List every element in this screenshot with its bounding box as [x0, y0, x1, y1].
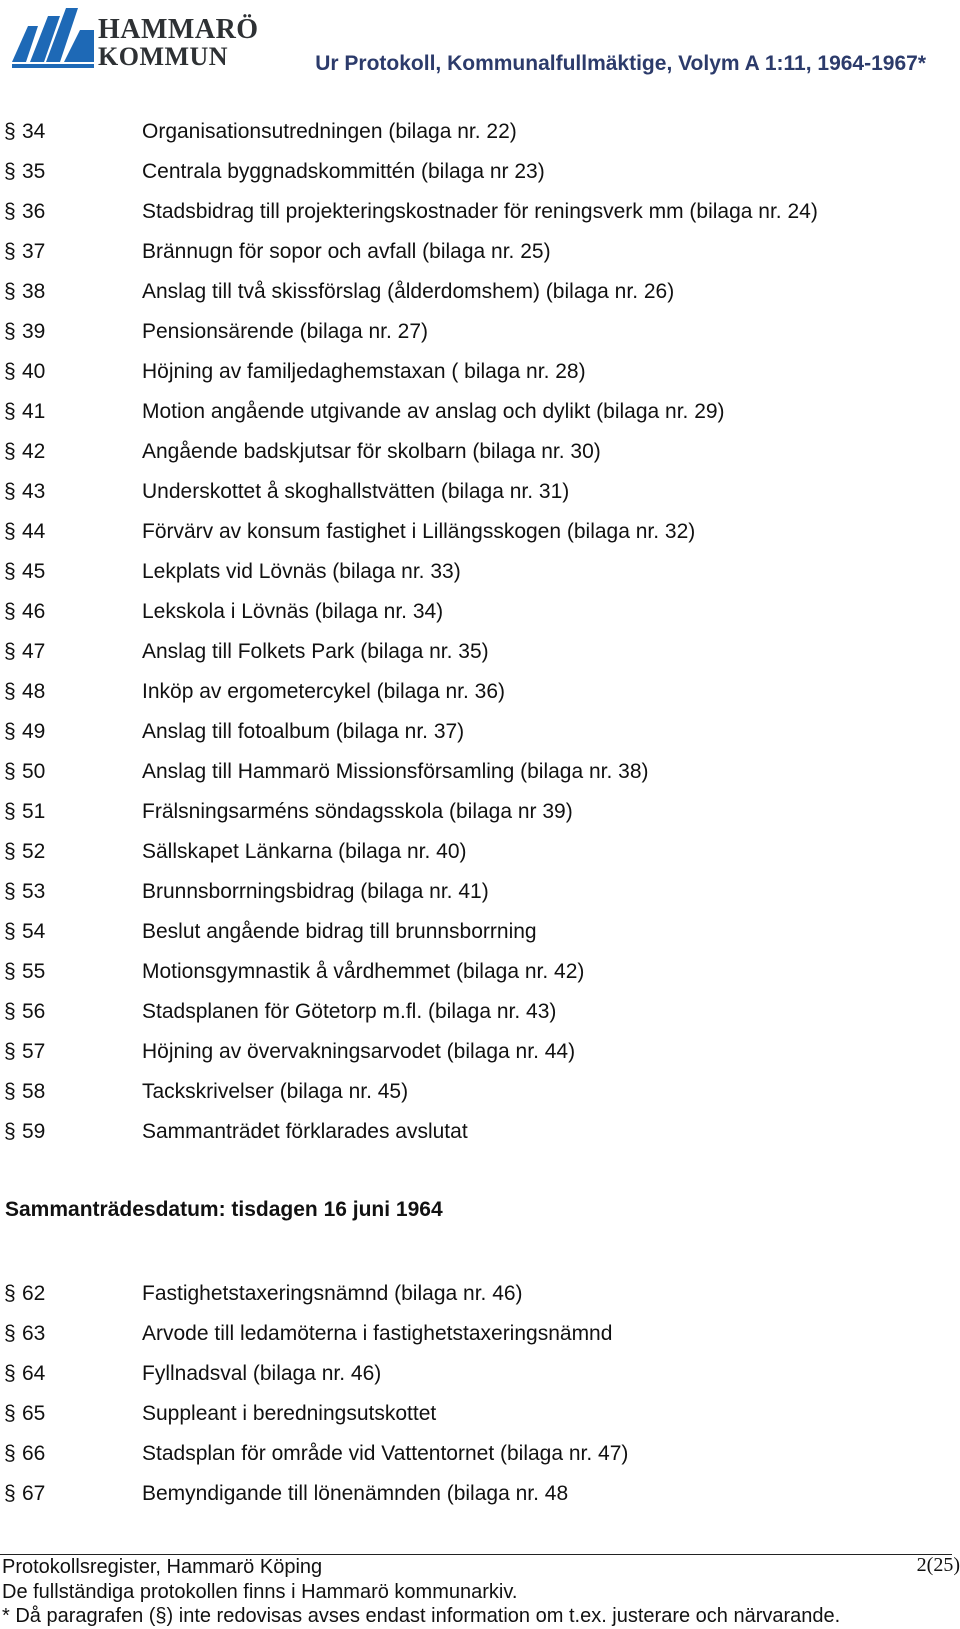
section-sign: § [4, 880, 16, 903]
paragraph-number [4, 592, 124, 632]
paragraph-number [4, 1354, 124, 1394]
section-sign: § [4, 600, 16, 623]
footer-register-title: Protokollsregister, Hammarö Köping [2, 1556, 323, 1578]
section-sign: § [4, 640, 16, 663]
agenda-item [0, 832, 960, 872]
paragraph-number [4, 752, 124, 792]
agenda-item [0, 112, 960, 152]
section-sign: § [4, 1482, 16, 1505]
paragraph-number [4, 392, 124, 432]
paragraph-number-value: 40 [22, 360, 46, 383]
agenda-item-text: Höjning av familjedaghemstaxan ( bilaga nr. 28) [142, 360, 586, 383]
agenda-item [0, 432, 960, 472]
section-sign: § [4, 800, 16, 823]
paragraph-number [4, 1032, 124, 1072]
hammaro-logo-mark-icon [8, 4, 96, 70]
paragraph-number-value: 46 [22, 600, 46, 623]
paragraph-number [4, 1394, 124, 1434]
paragraph-number [4, 552, 124, 592]
agenda-item [0, 1314, 960, 1354]
agenda-item-text: Frälsningsarméns söndagsskola (bilaga nr 39) [142, 800, 573, 823]
section-sign: § [4, 1080, 16, 1103]
agenda-item-text: Suppleant i beredningsutskottet [142, 1402, 437, 1425]
section-sign: § [4, 480, 16, 503]
agenda-item-text: Fyllnadsval (bilaga nr. 46) [142, 1362, 382, 1385]
agenda-item [0, 552, 960, 592]
agenda-item [0, 872, 960, 912]
agenda-list [0, 112, 960, 1152]
paragraph-number-value: 56 [22, 1000, 46, 1023]
section-sign: § [4, 400, 16, 423]
paragraph-number-value: 51 [22, 800, 46, 823]
paragraph-number [4, 1434, 124, 1474]
agenda-item-text: Stadsplanen för Götetorp m.fl. (bilaga nr. 43) [142, 1000, 557, 1023]
paragraph-number-value: 50 [22, 760, 46, 783]
agenda-item-text: Stadsbidrag till projekteringskostnader för reningsverk mm (bilaga nr. 24) [142, 200, 818, 223]
paragraph-number [4, 1072, 124, 1112]
paragraph-number-value: 67 [22, 1482, 46, 1505]
agenda-item [0, 1394, 960, 1434]
paragraph-number-value: 37 [22, 240, 46, 263]
paragraph-number [4, 312, 124, 352]
paragraph-number-value: 41 [22, 400, 46, 423]
paragraph-number-value: 47 [22, 640, 46, 663]
paragraph-number-value: 48 [22, 680, 46, 703]
paragraph-number [4, 192, 124, 232]
agenda-item [0, 1474, 960, 1514]
paragraph-number [4, 112, 124, 152]
paragraph-number [4, 992, 124, 1032]
paragraph-number [4, 712, 124, 752]
agenda-item [0, 712, 960, 752]
document-title: Ur Protokoll, Kommunalfullmäktige, Volym A 1:11, 1964-1967* [315, 52, 926, 75]
agenda-item [0, 232, 960, 272]
paragraph-number-value: 64 [22, 1362, 46, 1385]
paragraph-number-value: 54 [22, 920, 46, 943]
agenda-item [0, 1434, 960, 1474]
agenda-item [0, 1032, 960, 1072]
section-sign: § [4, 1282, 16, 1305]
agenda-item [0, 992, 960, 1032]
page-header [0, 0, 960, 86]
paragraph-number [4, 1314, 124, 1354]
paragraph-number [4, 432, 124, 472]
paragraph-number-value: 57 [22, 1040, 46, 1063]
agenda-item [0, 272, 960, 312]
agenda-item-text: Lekplats vid Lövnäs (bilaga nr. 33) [142, 560, 461, 583]
paragraph-number-value: 49 [22, 720, 46, 743]
section-sign: § [4, 680, 16, 703]
paragraph-number-value: 42 [22, 440, 46, 463]
paragraph-number [4, 672, 124, 712]
paragraph-number [4, 1474, 124, 1514]
section-sign: § [4, 1362, 16, 1385]
meeting-date-heading: Sammanträdesdatum: tisdagen 16 juni 1964 [5, 1198, 443, 1221]
paragraph-number-value: 38 [22, 280, 46, 303]
section-sign: § [4, 200, 16, 223]
agenda-item-text: Tackskrivelser (bilaga nr. 45) [142, 1080, 409, 1103]
section-sign: § [4, 360, 16, 383]
section-sign: § [4, 160, 16, 183]
agenda-item-text: Beslut angående bidrag till brunnsborrning [142, 920, 537, 943]
agenda-item-text: Angående badskjutsar för skolbarn (bilaga nr. 30) [142, 440, 601, 463]
agenda-item [0, 592, 960, 632]
paragraph-number-value: 44 [22, 520, 46, 543]
agenda-item-text: Bemyndigande till lönenämnden (bilaga nr. 48 [142, 1482, 569, 1505]
section-sign: § [4, 1402, 16, 1425]
paragraph-number-value: 53 [22, 880, 46, 903]
paragraph-number [4, 952, 124, 992]
agenda-item-text: Organisationsutredningen (bilaga nr. 22) [142, 120, 517, 143]
paragraph-number-value: 36 [22, 200, 46, 223]
agenda-item-text: Brännugn för sopor och avfall (bilaga nr. 25) [142, 240, 551, 263]
agenda-item-text: Förvärv av konsum fastighet i Lillängsskogen (bilaga nr. 32) [142, 520, 696, 543]
paragraph-number [4, 152, 124, 192]
agenda-item-text: Fastighetstaxeringsnämnd (bilaga nr. 46) [142, 1282, 523, 1305]
paragraph-number-value: 65 [22, 1402, 46, 1425]
agenda-item-text: Sammanträdet förklarades avslutat [142, 1120, 468, 1143]
paragraph-number [4, 912, 124, 952]
agenda-item-text: Stadsplan för område vid Vattentornet (bilaga nr. 47) [142, 1442, 629, 1465]
paragraph-number [4, 872, 124, 912]
footer-divider [0, 1554, 952, 1555]
agenda-item-text: Motion angående utgivande av anslag och dylikt (bilaga nr. 29) [142, 400, 725, 423]
paragraph-number [4, 512, 124, 552]
section-sign: § [4, 720, 16, 743]
paragraph-number [4, 832, 124, 872]
agenda-item [0, 672, 960, 712]
section-sign: § [4, 120, 16, 143]
agenda-item-text: Inköp av ergometercykel (bilaga nr. 36) [142, 680, 506, 703]
paragraph-number-value: 34 [22, 120, 46, 143]
footer-archive-note: De fullständiga protokollen finns i Hammarö kommunarkiv. [2, 1581, 518, 1603]
paragraph-number [4, 1274, 124, 1314]
section-sign: § [4, 960, 16, 983]
paragraph-number-value: 52 [22, 840, 46, 863]
agenda-item [0, 752, 960, 792]
agenda-item [0, 952, 960, 992]
agenda-item [0, 392, 960, 432]
agenda-item [0, 312, 960, 352]
paragraph-number [4, 352, 124, 392]
section-sign: § [4, 1120, 16, 1143]
section-sign: § [4, 1000, 16, 1023]
paragraph-number-value: 39 [22, 320, 46, 343]
section-sign: § [4, 240, 16, 263]
section-sign: § [4, 560, 16, 583]
agenda-item-text: Höjning av övervakningsarvodet (bilaga nr. 44) [142, 1040, 576, 1063]
agenda-item [0, 352, 960, 392]
agenda-item-text: Motionsgymnastik å vårdhemmet (bilaga nr. 42) [142, 960, 585, 983]
agenda-item [0, 1274, 960, 1314]
paragraph-number [4, 632, 124, 672]
section-sign: § [4, 1322, 16, 1345]
agenda-item-text: Sällskapet Länkarna (bilaga nr. 40) [142, 840, 467, 863]
paragraph-number [4, 232, 124, 272]
section-sign: § [4, 280, 16, 303]
agenda-item [0, 912, 960, 952]
agenda-item [0, 152, 960, 192]
municipality-logo [8, 4, 259, 71]
agenda-item-text: Brunnsborrningsbidrag (bilaga nr. 41) [142, 880, 489, 903]
agenda-item-text: Anslag till två skissförslag (ålderdomshem) (bilaga nr. 26) [142, 280, 675, 303]
agenda-item [0, 192, 960, 232]
footer-paragraph-note: * Då paragrafen (§) inte redovisas avses endast information om t.ex. justerare och närvarande. [2, 1605, 841, 1627]
paragraph-number [4, 792, 124, 832]
section-sign: § [4, 1442, 16, 1465]
paragraph-number-value: 63 [22, 1322, 46, 1345]
agenda-item-text: Anslag till fotoalbum (bilaga nr. 37) [142, 720, 465, 743]
agenda-item-text: Lekskola i Lövnäs (bilaga nr. 34) [142, 600, 444, 623]
section-sign: § [4, 1040, 16, 1063]
agenda-item [0, 512, 960, 552]
agenda-item-text: Anslag till Hammarö Missionsförsamling (bilaga nr. 38) [142, 760, 649, 783]
section-sign: § [4, 520, 16, 543]
paragraph-number-value: 62 [22, 1282, 46, 1305]
section-sign: § [4, 840, 16, 863]
paragraph-number-value: 59 [22, 1120, 46, 1143]
agenda-item-text: Centrala byggnadskommittén (bilaga nr 23) [142, 160, 545, 183]
agenda-list [0, 1274, 960, 1514]
agenda-item [0, 1112, 960, 1152]
agenda-item [0, 632, 960, 672]
agenda-item-text: Underskottet å skoghallstvätten (bilaga nr. 31) [142, 480, 570, 503]
paragraph-number-value: 58 [22, 1080, 46, 1103]
logo-text-hammaro: HAMMARÖ [98, 14, 259, 45]
agenda-item [0, 1072, 960, 1112]
paragraph-number-value: 43 [22, 480, 46, 503]
paragraph-number [4, 272, 124, 312]
paragraph-number [4, 472, 124, 512]
agenda-item [0, 792, 960, 832]
agenda-item [0, 472, 960, 512]
agenda-item-text: Anslag till Folkets Park (bilaga nr. 35) [142, 640, 489, 663]
paragraph-number-value: 35 [22, 160, 46, 183]
paragraph-number [4, 1112, 124, 1152]
section-sign: § [4, 760, 16, 783]
paragraph-number-value: 66 [22, 1442, 46, 1465]
agenda-item-text: Pensionsärende (bilaga nr. 27) [142, 320, 429, 343]
paragraph-number-value: 55 [22, 960, 46, 983]
section-sign: § [4, 920, 16, 943]
section-sign: § [4, 440, 16, 463]
logo-text-kommun: KOMMUN [98, 42, 229, 71]
page-number: 2(25) [916, 1554, 960, 1576]
agenda-item [0, 1354, 960, 1394]
agenda-item-text: Arvode till ledamöterna i fastighetstaxeringsnämnd [142, 1322, 613, 1345]
paragraph-number-value: 45 [22, 560, 46, 583]
section-sign: § [4, 320, 16, 343]
